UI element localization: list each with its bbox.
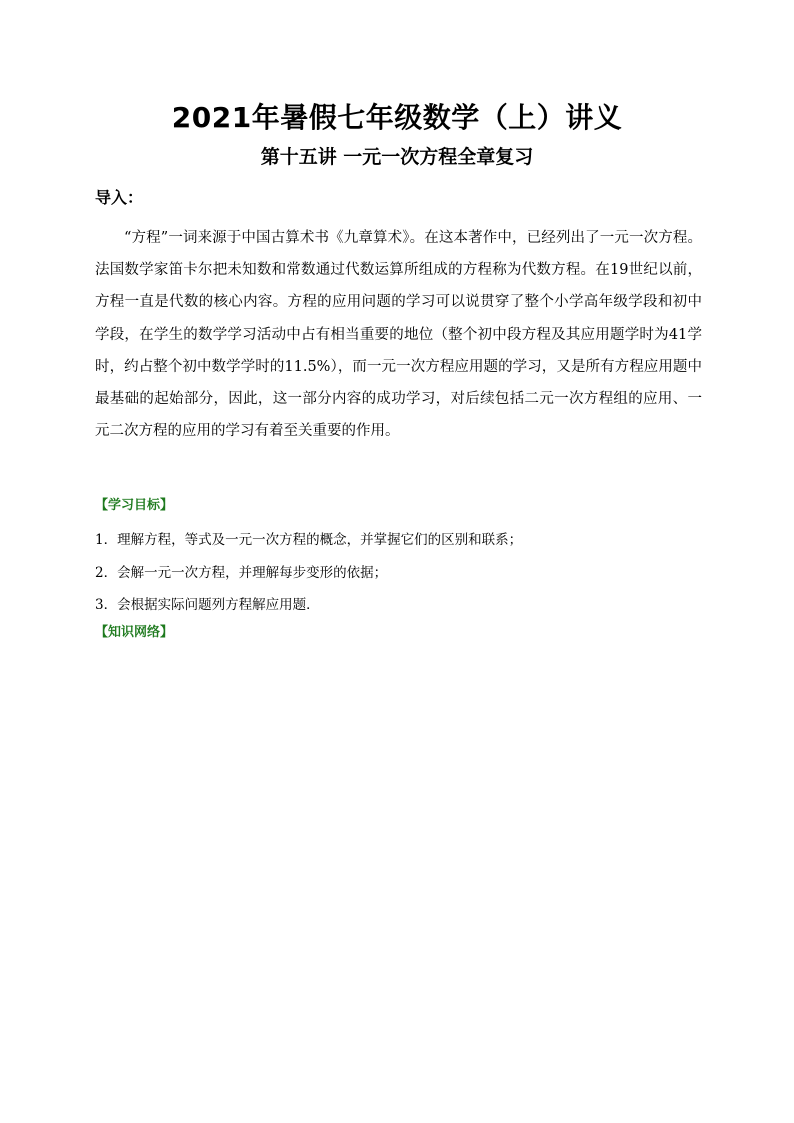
learning-goal-item: 3．会根据实际问题列方程解应用题．: [95, 597, 320, 613]
knowledge-network-heading: 【知识网络】: [95, 625, 174, 640]
lecture-subtitle: 第十五讲 一元一次方程全章复习: [260, 146, 534, 168]
learning-goals-heading: 【学习目标】: [95, 498, 174, 513]
page-title: 2021年暑假七年级数学（上）讲义: [171, 101, 623, 134]
learning-goal-item: 1．理解方程，等式及一元一次方程的概念，并掌握它们的区别和联系；: [95, 532, 523, 548]
learning-goal-item: 2．会解一元一次方程，并理解每步变形的依据；: [95, 565, 388, 581]
intro-heading: 导入：: [95, 188, 144, 207]
intro-paragraph: “方程”一词来源于中国古算术书《九章算术》。在这本著作中，已经列出了一元一次方程。法国数学家笛卡尔把未知数和常数通过代数运算所组成的方程称为代数方程。在19世纪以前，方程一直是代数的核心内容。方程的应用问题的学习可以说贯穿了整个小学高年级学段和初中学段，在学生的数学学习活动中占有相当重要的地位（整个初中段方程及其应用题学时为41学时，约占整个初中数学学时的11.5%），而一元一次方程应用题的学习，又是所有方程应用题中最基础的起始部分，因此，这一部分内容的成功学习，对后续包括二元一次方程组的应用、一元二次方程的应用的学习有着至关重要的作用。: [95, 230, 702, 440]
